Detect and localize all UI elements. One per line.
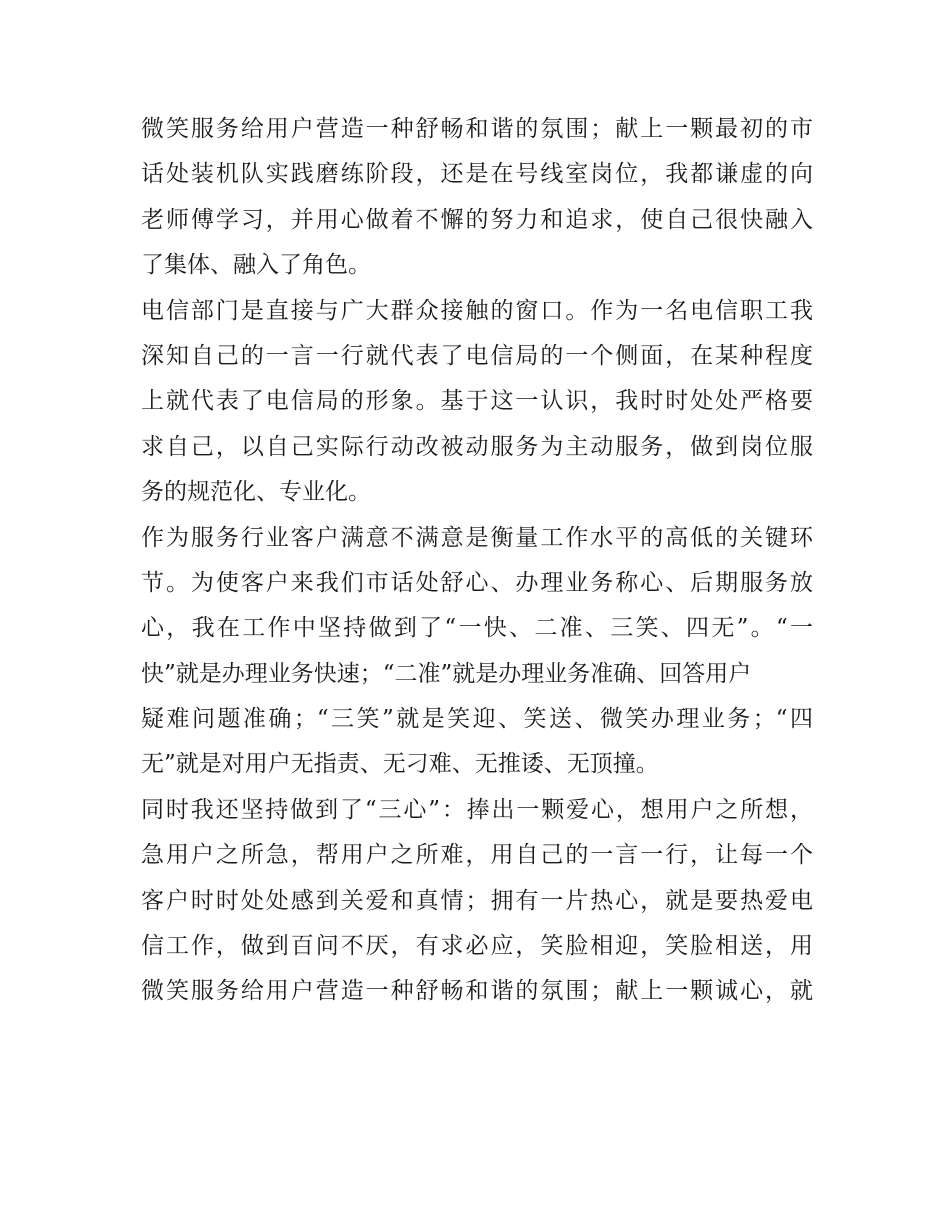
text-line: 了集体、融入了角色。 bbox=[141, 252, 371, 279]
text-line: 快”就是办理业务快速；“二准”就是办理业务准确、回答用户 bbox=[141, 660, 752, 687]
text-line: 作为服务行业客户满意不满意是衡量工作水平的高低的关键环 bbox=[141, 524, 813, 551]
text-line: 客户时时处处感到关爱和真情；拥有一片热心，就是要热爱电 bbox=[141, 887, 813, 914]
text-line: 话处装机队实践磨练阶段，还是在号线室岗位，我都谦虚的向 bbox=[141, 161, 813, 188]
text-line: 信工作，做到百问不厌，有求必应，笑脸相迎，笑脸相送，用 bbox=[141, 933, 813, 960]
body-text bbox=[141, 107, 813, 1015]
text-line: 微笑服务给用户营造一种舒畅和谐的氛围；献上一颗诚心，就 bbox=[141, 978, 813, 1005]
text-line: 求自己，以自己实际行动改被动服务为主动服务，做到岗位服 bbox=[141, 433, 813, 460]
text-line: 急用户之所急，帮用户之所难，用自己的一言一行，让每一个 bbox=[141, 842, 813, 869]
text-line: 疑难问题准确；“三笑”就是笑迎、笑送、微笑办理业务；“四 bbox=[141, 706, 813, 733]
text-line: 节。为使客户来我们市话处舒心、办理业务称心、后期服务放 bbox=[141, 569, 813, 596]
text-line: 深知自己的一言一行就代表了电信局的一个侧面，在某种程度 bbox=[141, 342, 813, 369]
text-line: 务的规范化、专业化。 bbox=[141, 479, 371, 506]
text-line: 同时我还坚持做到了“三心”：捧出一颗爱心，想用户之所想， bbox=[141, 796, 813, 823]
text-line: 心，我在工作中坚持做到了“一快、二准、三笑、四无”。“一 bbox=[141, 615, 813, 642]
text-line: 微笑服务给用户营造一种舒畅和谐的氛围；献上一颗最初的市 bbox=[141, 116, 813, 142]
text-line: 电信部门是直接与广大群众接触的窗口。作为一名电信职工我 bbox=[141, 297, 813, 324]
text-line: 无”就是对用户无指责、无刁难、无推诿、无顶撞。 bbox=[141, 751, 659, 778]
text-line: 老师傅学习，并用心做着不懈的努力和追求，使自己很快融入 bbox=[141, 206, 813, 233]
text-line: 上就代表了电信局的形象。基于这一认识，我时时处处严格要 bbox=[141, 388, 813, 415]
